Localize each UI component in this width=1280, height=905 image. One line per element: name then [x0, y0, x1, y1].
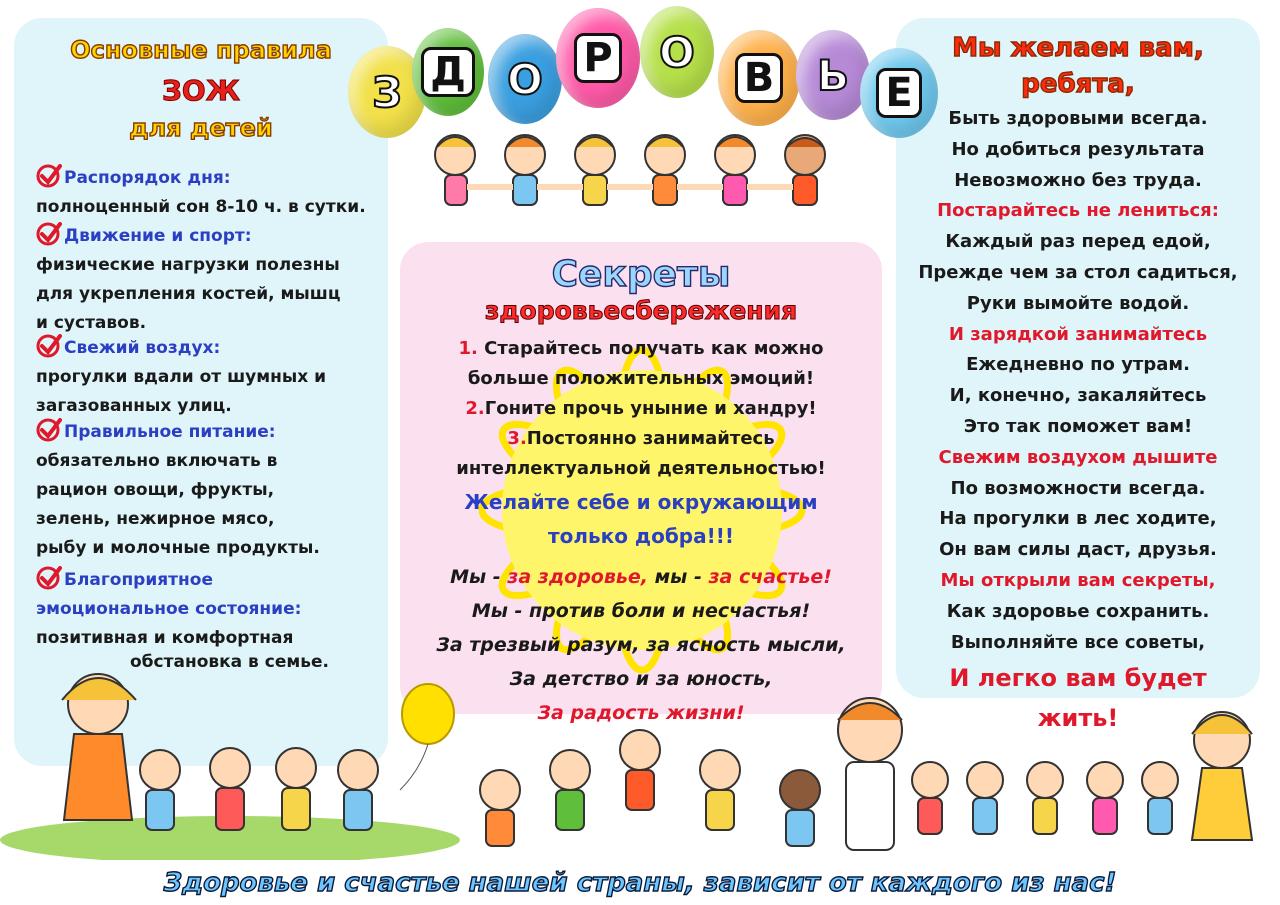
- balloon-7: Ь: [796, 30, 870, 120]
- rule-heading: Распорядок дня:: [64, 168, 231, 188]
- left-title-line2: ЗОЖ: [162, 74, 240, 107]
- rule-text: прогулки вдали от шумных и: [36, 367, 327, 387]
- balloon-5: О: [640, 6, 714, 98]
- rule-2: [36, 220, 376, 338]
- wish-line2: только добра!!!: [548, 524, 734, 548]
- center-title-line2: здоровьесбережения: [484, 296, 798, 325]
- left-title-line1: Основные правила: [70, 36, 332, 64]
- right-poem-line: Прежде чем за стол садиться,: [918, 262, 1238, 283]
- balloon-1: З: [348, 46, 426, 138]
- secret-3-line1: 3.Постоянно занимайтесь: [507, 428, 775, 449]
- wish-line1: Желайте себе и окружающим: [464, 490, 818, 514]
- poem-line2: Мы - против боли и несчастья!: [471, 600, 811, 622]
- rule-heading-cont: эмоциональное состояние:: [36, 599, 302, 619]
- right-poem-line: Руки вымойте водой.: [966, 292, 1190, 314]
- right-poem-line: Свежим воздухом дышите: [938, 446, 1218, 468]
- balloon-4: Р: [556, 8, 640, 108]
- center-title-line1: Секреты: [551, 254, 731, 295]
- right-poem-line: Каждый раз перед едой,: [945, 231, 1211, 253]
- balloon-2: Д: [412, 28, 484, 116]
- poem-line5: За радость жизни!: [537, 702, 745, 724]
- rule-4: [36, 416, 376, 563]
- rule-text: физические нагрузки полезны: [36, 255, 340, 275]
- right-poem-line: Постарайтесь не лениться:: [937, 200, 1219, 222]
- rule-text-last: обстановка в семье.: [130, 652, 329, 672]
- right-poem-line: Он вам силы даст, друзья.: [939, 539, 1217, 561]
- right-poem-line: И зарядкой занимайтесь: [948, 323, 1208, 345]
- right-final-line1: И легко вам будет: [949, 664, 1207, 692]
- secret-2: 2.Гоните прочь уныние и хандру!: [465, 398, 817, 419]
- balloon-8: Е: [860, 48, 938, 138]
- rule-3: [36, 332, 376, 421]
- right-poem-line: На прогулки в лес ходите,: [939, 508, 1217, 530]
- right-poem-line: Быть здоровыми всегда.: [948, 108, 1208, 129]
- kids-ground-illustration: [0, 650, 1280, 860]
- rule-heading: Движение и спорт:: [64, 226, 252, 246]
- right-title: [896, 30, 1260, 102]
- right-poem-line: Выполняйте все советы,: [950, 631, 1206, 653]
- kids-chain-illustration: [425, 125, 845, 225]
- right-poem-line: Как здоровье сохранить.: [946, 600, 1210, 622]
- rule-text: загазованных улиц.: [36, 396, 232, 416]
- poem-line3: За трезвый разум, за ясность мысли,: [436, 634, 846, 656]
- secret-1-line1: 1. Старайтесь получать как можно: [458, 338, 824, 359]
- right-title-line1: Мы желаем вам,: [952, 33, 1204, 63]
- right-final-line2: жить!: [1037, 704, 1119, 732]
- check-icon: [36, 564, 62, 590]
- poem-line1: Мы - за здоровье, мы - за счастье!: [450, 566, 832, 588]
- rule-1: [36, 162, 376, 222]
- check-icon: [36, 332, 62, 358]
- right-poem-line: Но добиться результата: [951, 138, 1205, 160]
- right-poem-line: Мы открыли вам секреты,: [940, 570, 1216, 591]
- bottom-banner: Здоровье и счастье нашей страны, зависит от каждого из нас!: [163, 868, 1117, 898]
- rule-text: обязательно включать в: [36, 451, 278, 471]
- left-title-line3: для детей: [129, 114, 273, 142]
- right-poem-line: И, конечно, закаляйтесь: [949, 385, 1207, 407]
- right-poem-line: Невозможно без труда.: [954, 169, 1202, 191]
- rule-text: зелень, нежирное мясо,: [36, 509, 275, 529]
- rule-text: позитивная и комфортная: [36, 628, 294, 648]
- rule-5: [36, 564, 376, 653]
- balloon-3: О: [488, 34, 562, 124]
- right-poem-line: Ежедневно по утрам.: [966, 354, 1190, 376]
- rule-text: рыбу и молочные продукты.: [36, 538, 320, 558]
- rule-heading: Правильное питание:: [64, 422, 276, 442]
- rule-text: рацион овощи, фрукты,: [36, 480, 275, 500]
- right-title-line2: ребята,: [1021, 69, 1135, 99]
- rule-text: и суставов.: [36, 313, 147, 333]
- check-icon: [36, 416, 62, 442]
- secret-3-line2: интеллектуальной деятельностью!: [456, 458, 826, 479]
- check-icon: [36, 162, 62, 188]
- balloon-6: В: [718, 30, 800, 126]
- rule-heading: Благоприятное: [64, 570, 213, 590]
- check-icon: [36, 220, 62, 246]
- right-poem-line: Это так поможет вам!: [963, 416, 1193, 437]
- rule-heading: Свежий воздух:: [64, 338, 221, 358]
- rule-text: для укрепления костей, мышц: [36, 284, 341, 304]
- right-poem-line: По возможности всегда.: [950, 477, 1206, 499]
- poem-line4: За детство и за юность,: [509, 668, 773, 690]
- secret-1-line2: больше положительных эмоций!: [467, 368, 815, 389]
- rule-text: полноценный сон 8-10 ч. в сутки.: [36, 197, 366, 217]
